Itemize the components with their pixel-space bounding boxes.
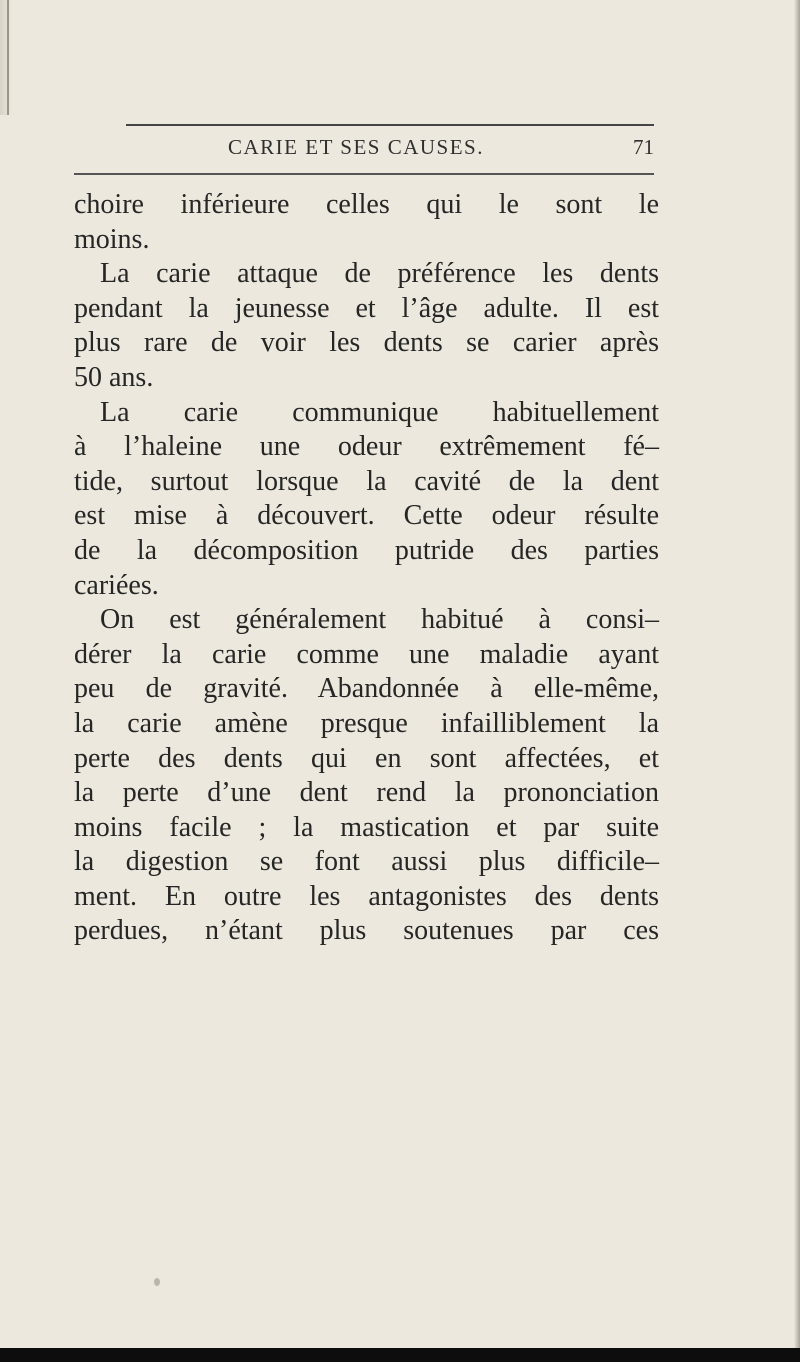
text-line: à l’haleine une odeur extrêmement fé–	[74, 431, 659, 463]
text-line: 50 ans.	[74, 361, 154, 393]
text-line: la carie amène presque infailliblement la	[74, 707, 659, 739]
text-line: perdues, n’étant plus soutenues par ces	[74, 915, 659, 947]
body-text	[74, 188, 659, 949]
text-line: On est généralement habitué à consi–	[100, 604, 659, 636]
text-line: plus rare de voir les dents se carier après	[74, 327, 659, 359]
text-line: tide, surtout lorsque la cavité de la dent	[74, 465, 659, 497]
text-line: moins facile ; la mastication et par suite	[74, 811, 659, 843]
page-header	[126, 135, 654, 167]
running-head: CARIE ET SES CAUSES.	[228, 135, 484, 159]
text-line: La carie communique habituellement	[100, 396, 659, 428]
text-line: perte des dents qui en sont affectées, et	[74, 742, 659, 774]
text-line: choire inférieure celles qui le sont le	[74, 189, 659, 220]
text-line: est mise à découvert. Cette odeur résulte	[74, 500, 659, 532]
scan-bottom-edge	[0, 1348, 800, 1362]
text-line: moins.	[74, 223, 150, 255]
text-line: pendant la jeunesse et l’âge adulte. Il est	[74, 292, 659, 324]
page-left-edge-line	[7, 0, 9, 115]
text-line: la digestion se font aussi plus difficile–	[74, 846, 659, 878]
header-top-rule	[126, 124, 654, 126]
text-line: cariées.	[74, 569, 159, 601]
text-line: la perte d’une dent rend la prononciation	[74, 777, 659, 809]
text-line: La carie attaque de préférence les dents	[100, 258, 659, 290]
text-line: peu de gravité. Abandonnée à elle-même,	[74, 673, 659, 705]
text-line: de la décomposition putride des parties	[74, 534, 659, 566]
page-number: 71	[633, 135, 654, 159]
page-left-edge	[0, 0, 12, 115]
text-line: dérer la carie comme une maladie ayant	[74, 638, 659, 670]
header-bottom-rule	[74, 173, 654, 175]
paper-speck	[154, 1278, 160, 1286]
text-line: ment. En outre les antagonistes des dents	[74, 880, 659, 912]
page-right-edge-shadow	[794, 0, 800, 1362]
